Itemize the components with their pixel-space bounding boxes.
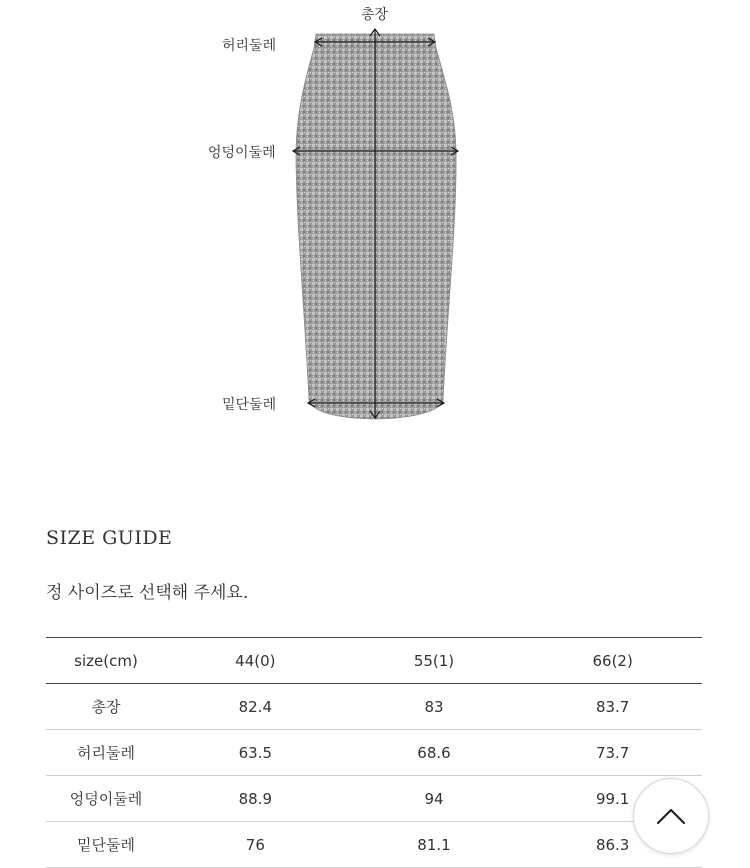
table-cell: 83.7 <box>523 684 702 730</box>
table-row <box>46 730 702 776</box>
row-label: 허리둘레 <box>46 730 166 776</box>
table-header-row <box>46 638 702 684</box>
diagram-label-total-length: 총장 <box>361 7 389 23</box>
table-header-cell: 55(1) <box>345 638 524 684</box>
diagram-label-hip: 엉덩이둘레 <box>208 145 276 161</box>
size-table-header <box>46 638 702 684</box>
size-guide-note: 정 사이즈로 선택해 주세요. <box>46 583 249 603</box>
table-cell: 63.5 <box>166 730 345 776</box>
table-header-cell: 44(0) <box>166 638 345 684</box>
row-label: 총장 <box>46 684 166 730</box>
table-cell: 88.9 <box>166 776 345 822</box>
diagram-label-hem: 밑단둘레 <box>222 397 277 413</box>
table-cell: 94 <box>345 776 524 822</box>
table-row <box>46 684 702 730</box>
row-label: 밑단둘레 <box>46 822 166 868</box>
diagram-label-waist: 허리둘레 <box>222 38 277 54</box>
table-cell: 82.4 <box>166 684 345 730</box>
table-cell: 99.1 <box>523 776 702 822</box>
table-cell: 76 <box>166 822 345 868</box>
table-header-cell: size(cm) <box>46 638 166 684</box>
chevron-up-icon <box>656 807 686 825</box>
scroll-to-top-button[interactable] <box>633 778 709 854</box>
table-cell: 86.3 <box>523 822 702 868</box>
row-label: 엉덩이둘레 <box>46 776 166 822</box>
size-guide-title: SIZE GUIDE <box>46 527 173 549</box>
table-header-cell: 66(2) <box>523 638 702 684</box>
size-table <box>46 637 702 868</box>
table-cell: 68.6 <box>345 730 524 776</box>
table-cell: 81.1 <box>345 822 524 868</box>
table-cell: 83 <box>345 684 524 730</box>
table-row <box>46 822 702 868</box>
table-row <box>46 776 702 822</box>
table-cell: 73.7 <box>523 730 702 776</box>
skirt-body <box>296 48 456 419</box>
